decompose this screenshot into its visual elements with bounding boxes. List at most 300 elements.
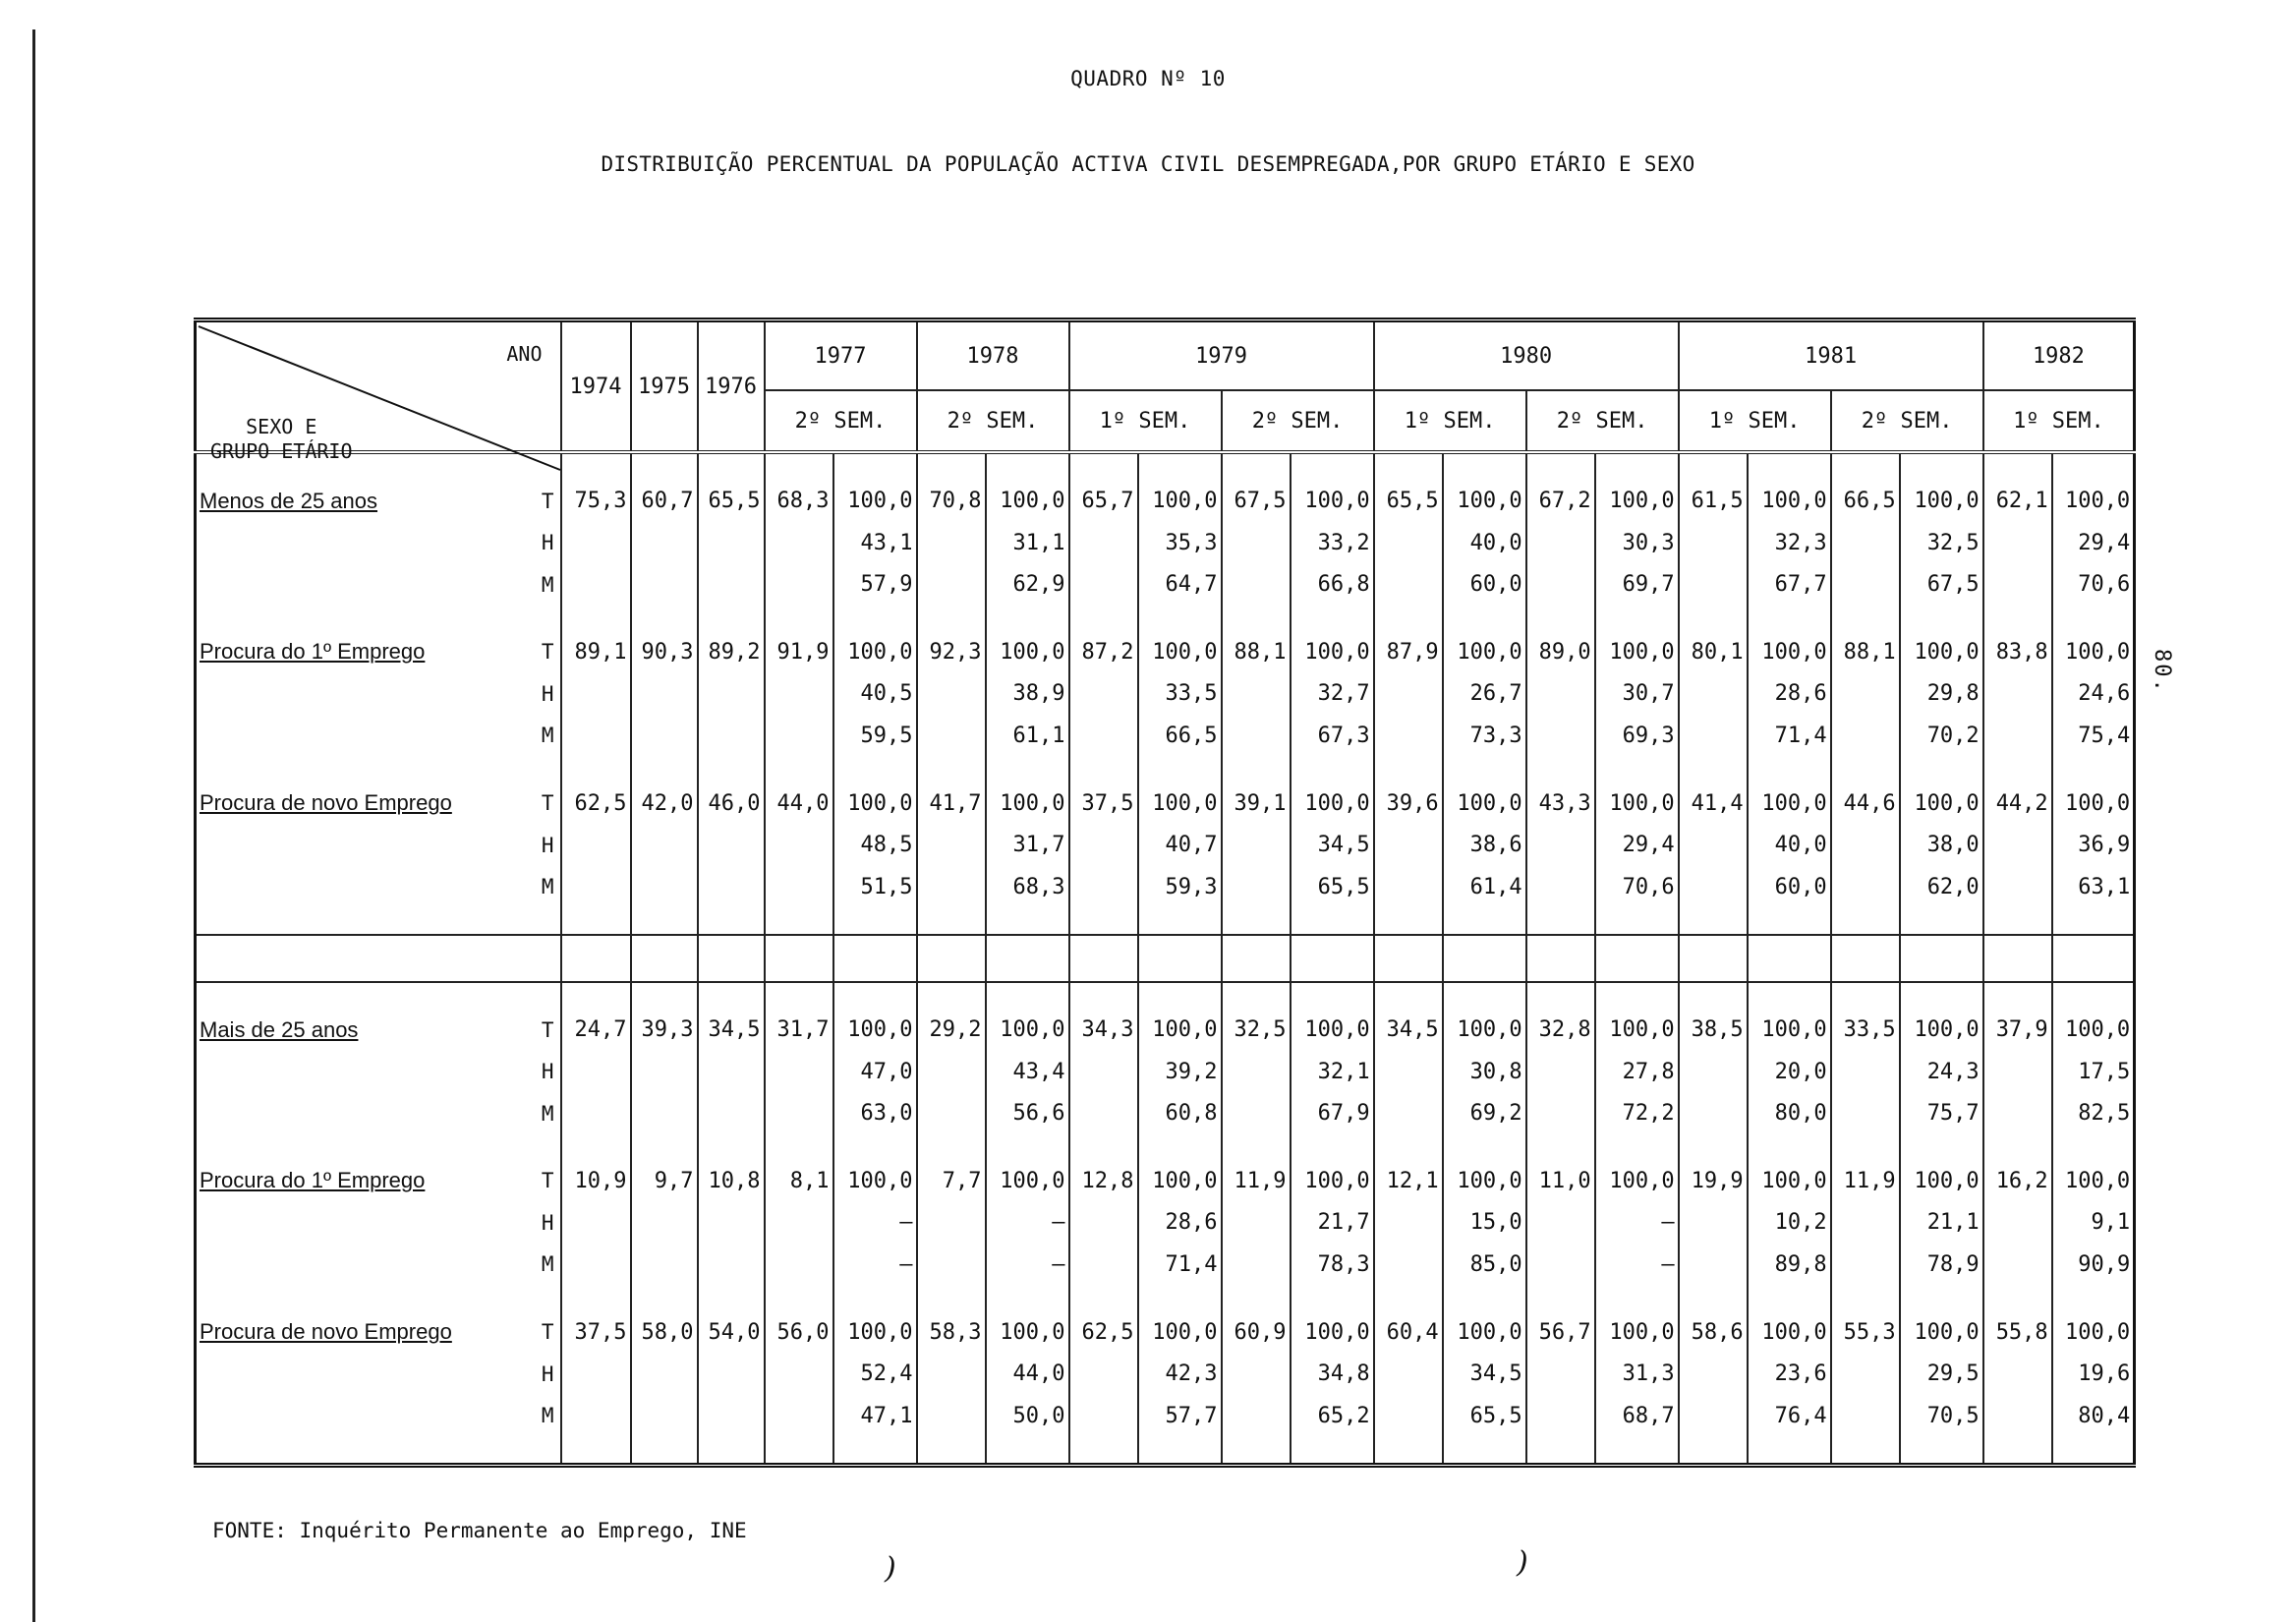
value-cell [1222, 673, 1291, 715]
value-cell: 11,9 [1222, 1160, 1291, 1201]
value-cell [1374, 1202, 1443, 1244]
value-cell [1374, 1244, 1443, 1285]
row-label [196, 1395, 561, 1436]
year-header: 1975 [631, 320, 698, 453]
value-cell: 100,0 [986, 1009, 1069, 1050]
value-cell: 100,0 [1291, 631, 1374, 672]
value-cell [631, 1244, 698, 1285]
value-cell [631, 1092, 698, 1133]
sex-code: T [541, 1169, 554, 1193]
row-label [196, 1311, 561, 1353]
row-label [196, 563, 561, 605]
value-cell [1526, 1244, 1595, 1285]
value-cell: 70,6 [1595, 866, 1679, 907]
value-cell [561, 673, 631, 715]
value-cell: 28,6 [1138, 1202, 1222, 1244]
group-label: Procura de novo Emprego [200, 1319, 452, 1345]
value-cell: 67,2 [1526, 480, 1595, 521]
value-cell [765, 1395, 833, 1436]
value-cell: 63,1 [2052, 866, 2135, 907]
value-cell: 57,9 [833, 563, 917, 605]
value-cell [1983, 522, 2052, 563]
value-cell: 32,3 [1748, 522, 1831, 563]
row-label [196, 715, 561, 756]
value-cell: 100,0 [1138, 782, 1222, 824]
value-cell: 29,8 [1900, 673, 1983, 715]
value-cell: 29,2 [917, 1009, 986, 1050]
value-cell [561, 1353, 631, 1394]
value-cell: 30,8 [1443, 1051, 1526, 1092]
value-cell [765, 522, 833, 563]
semester-header: 1º SEM. [1374, 390, 1526, 452]
value-cell [631, 1353, 698, 1394]
row-label [196, 1202, 561, 1244]
group-label: Mais de 25 anos [200, 1016, 359, 1042]
sex-code: M [541, 1252, 554, 1277]
value-cell [1679, 866, 1748, 907]
value-cell: 100,0 [1291, 1009, 1374, 1050]
value-cell [1831, 673, 1900, 715]
value-cell: 80,1 [1679, 631, 1748, 672]
value-cell: 89,8 [1748, 1244, 1831, 1285]
value-cell [698, 522, 765, 563]
value-cell: 100,0 [1595, 1160, 1679, 1201]
value-cell: 10,2 [1748, 1202, 1831, 1244]
value-cell: 100,0 [1748, 631, 1831, 672]
value-cell [1069, 673, 1138, 715]
value-cell [917, 715, 986, 756]
value-cell: 43,1 [833, 522, 917, 563]
value-cell [561, 1092, 631, 1133]
table-row [196, 1244, 2135, 1285]
value-cell [1222, 522, 1291, 563]
value-cell: 100,0 [1595, 782, 1679, 824]
value-cell [1679, 1244, 1748, 1285]
value-cell: 75,4 [2052, 715, 2135, 756]
value-cell: 41,7 [917, 782, 986, 824]
value-cell [765, 1244, 833, 1285]
value-cell [1983, 1092, 2052, 1133]
value-cell [1222, 1092, 1291, 1133]
value-cell: 100,0 [2052, 631, 2135, 672]
value-cell: 16,2 [1983, 1160, 2052, 1201]
value-cell: 23,6 [1748, 1353, 1831, 1394]
row-label [196, 1051, 561, 1092]
value-cell: 100,0 [1138, 1311, 1222, 1353]
value-cell: 78,3 [1291, 1244, 1374, 1285]
sex-code: H [541, 833, 554, 857]
value-cell: 59,5 [833, 715, 917, 756]
value-cell [917, 824, 986, 865]
value-cell [765, 866, 833, 907]
value-cell: 62,5 [561, 782, 631, 824]
value-cell [1374, 1353, 1443, 1394]
stray-parenthesis: ) [1517, 1545, 1528, 1580]
value-cell: 76,4 [1748, 1395, 1831, 1436]
value-cell: 44,6 [1831, 782, 1900, 824]
value-cell: 33,5 [1138, 673, 1222, 715]
value-cell [1069, 522, 1138, 563]
value-cell: 65,5 [1291, 866, 1374, 907]
year-header: 1978 [917, 320, 1069, 391]
value-cell: 100,0 [1900, 1009, 1983, 1050]
value-cell: 60,0 [1748, 866, 1831, 907]
value-cell: 100,0 [1748, 1009, 1831, 1050]
value-cell: 67,3 [1291, 715, 1374, 756]
value-cell: 54,0 [698, 1311, 765, 1353]
value-cell: 9,1 [2052, 1202, 2135, 1244]
value-cell [1374, 1051, 1443, 1092]
header-sexo-grupo: SEXO E GRUPO ETÁRIO [210, 415, 353, 463]
sex-code: H [541, 1210, 554, 1235]
row-label [196, 673, 561, 715]
value-cell: 30,3 [1595, 522, 1679, 563]
value-cell: 85,0 [1443, 1244, 1526, 1285]
table-row [196, 1395, 2135, 1436]
value-cell: 47,1 [833, 1395, 917, 1436]
value-cell [631, 715, 698, 756]
value-cell [1222, 1244, 1291, 1285]
value-cell: 100,0 [1443, 1311, 1526, 1353]
value-cell [631, 824, 698, 865]
value-cell [917, 673, 986, 715]
value-cell [561, 1395, 631, 1436]
value-cell: 10,9 [561, 1160, 631, 1201]
value-cell [631, 1395, 698, 1436]
value-cell: 58,3 [917, 1311, 986, 1353]
value-cell [561, 1051, 631, 1092]
value-cell [631, 1202, 698, 1244]
value-cell: 100,0 [1138, 1160, 1222, 1201]
value-cell [698, 1244, 765, 1285]
value-cell [1831, 715, 1900, 756]
group-label: Procura de novo Emprego [200, 790, 452, 816]
value-cell: 44,2 [1983, 782, 2052, 824]
value-cell: 100,0 [2052, 782, 2135, 824]
value-cell: 100,0 [986, 631, 1069, 672]
value-cell [1831, 1244, 1900, 1285]
value-cell [1983, 1051, 2052, 1092]
table-row [196, 631, 2135, 672]
value-cell [765, 824, 833, 865]
value-cell [1983, 866, 2052, 907]
value-cell: 100,0 [833, 1009, 917, 1050]
value-cell: 52,4 [833, 1353, 917, 1394]
value-cell: 58,0 [631, 1311, 698, 1353]
value-cell [1679, 673, 1748, 715]
value-cell [698, 866, 765, 907]
value-cell: 50,0 [986, 1395, 1069, 1436]
year-header: 1979 [1069, 320, 1374, 391]
value-cell [561, 1202, 631, 1244]
value-cell [765, 563, 833, 605]
value-cell: 65,7 [1069, 480, 1138, 521]
value-cell: 35,3 [1138, 522, 1222, 563]
row-label [196, 631, 561, 672]
value-cell [1679, 1395, 1748, 1436]
value-cell [1983, 1353, 2052, 1394]
value-cell [1526, 715, 1595, 756]
value-cell: 66,5 [1831, 480, 1900, 521]
group-label: Procura do 1º Emprego [200, 1168, 426, 1193]
value-cell [765, 1092, 833, 1133]
table-row [196, 824, 2135, 865]
value-cell: — [1595, 1202, 1679, 1244]
value-cell: 100,0 [1291, 480, 1374, 521]
value-cell [698, 1202, 765, 1244]
row-label [196, 824, 561, 865]
value-cell: 66,8 [1291, 563, 1374, 605]
value-cell [917, 866, 986, 907]
value-cell: 89,0 [1526, 631, 1595, 672]
value-cell: 12,8 [1069, 1160, 1138, 1201]
value-cell: 38,5 [1679, 1009, 1748, 1050]
value-cell: 34,5 [698, 1009, 765, 1050]
table-row [196, 1092, 2135, 1133]
value-cell: 70,5 [1900, 1395, 1983, 1436]
value-cell [765, 673, 833, 715]
table-subtitle: DISTRIBUIÇÃO PERCENTUAL DA POPULAÇÃO ACTIVA CIVIL DESEMPREGADA,POR GRUPO ETÁRIO E SEXO [601, 152, 1695, 176]
value-cell: — [1595, 1244, 1679, 1285]
value-cell [1679, 715, 1748, 756]
sex-code: M [541, 572, 554, 597]
value-cell: 100,0 [2052, 1311, 2135, 1353]
value-cell: 48,5 [833, 824, 917, 865]
value-cell [1831, 1353, 1900, 1394]
value-cell [561, 563, 631, 605]
value-cell: 56,6 [986, 1092, 1069, 1133]
value-cell [1983, 1395, 2052, 1436]
value-cell: 37,5 [561, 1311, 631, 1353]
value-cell [1222, 1202, 1291, 1244]
value-cell: 60,4 [1374, 1311, 1443, 1353]
value-cell [1831, 1202, 1900, 1244]
value-cell: 33,2 [1291, 522, 1374, 563]
value-cell: 40,5 [833, 673, 917, 715]
value-cell: 88,1 [1222, 631, 1291, 672]
value-cell [1069, 1202, 1138, 1244]
value-cell: 100,0 [1595, 480, 1679, 521]
value-cell: 87,2 [1069, 631, 1138, 672]
value-cell: 67,7 [1748, 563, 1831, 605]
value-cell: 100,0 [833, 480, 917, 521]
value-cell: 67,5 [1222, 480, 1291, 521]
value-cell [1374, 824, 1443, 865]
value-cell [1526, 563, 1595, 605]
value-cell: 39,1 [1222, 782, 1291, 824]
value-cell [698, 824, 765, 865]
value-cell: 72,2 [1595, 1092, 1679, 1133]
sex-code: T [541, 791, 554, 816]
value-cell [1831, 1395, 1900, 1436]
value-cell [698, 673, 765, 715]
spacer-row [196, 907, 2135, 934]
value-cell: 51,5 [833, 866, 917, 907]
value-cell: 75,3 [561, 480, 631, 521]
value-cell: 32,8 [1526, 1009, 1595, 1050]
value-cell [765, 1202, 833, 1244]
value-cell [1526, 824, 1595, 865]
value-cell [1679, 1202, 1748, 1244]
value-cell: 34,5 [1443, 1353, 1526, 1394]
value-cell: 100,0 [1900, 631, 1983, 672]
value-cell: 100,0 [1138, 1009, 1222, 1050]
value-cell: 36,9 [2052, 824, 2135, 865]
value-cell: 20,0 [1748, 1051, 1831, 1092]
value-cell: 58,6 [1679, 1311, 1748, 1353]
value-cell [1374, 673, 1443, 715]
value-cell: 100,0 [1595, 1009, 1679, 1050]
value-cell: 68,7 [1595, 1395, 1679, 1436]
value-cell: 44,0 [986, 1353, 1069, 1394]
value-cell [1069, 1244, 1138, 1285]
year-header: 1981 [1679, 320, 1983, 391]
table-row [196, 480, 2135, 521]
value-cell [1679, 824, 1748, 865]
value-cell: 27,8 [1595, 1051, 1679, 1092]
value-cell [1069, 824, 1138, 865]
value-cell [1222, 563, 1291, 605]
sex-code: T [541, 489, 554, 513]
value-cell: 100,0 [1443, 480, 1526, 521]
value-cell: 65,5 [1443, 1395, 1526, 1436]
value-cell [1374, 563, 1443, 605]
table-row [196, 1009, 2135, 1050]
header-ano: ANO [506, 342, 543, 366]
stray-parenthesis: ) [885, 1551, 896, 1586]
value-cell: 100,0 [1443, 1160, 1526, 1201]
value-cell: 100,0 [1595, 1311, 1679, 1353]
value-cell: 69,2 [1443, 1092, 1526, 1133]
value-cell [1069, 866, 1138, 907]
value-cell: 32,5 [1222, 1009, 1291, 1050]
value-cell [917, 1395, 986, 1436]
value-cell: 65,2 [1291, 1395, 1374, 1436]
row-label [196, 1244, 561, 1285]
spacer-row [196, 1436, 2135, 1465]
value-cell [698, 715, 765, 756]
value-cell: 42,0 [631, 782, 698, 824]
value-cell: 100,0 [1900, 1160, 1983, 1201]
value-cell [1069, 715, 1138, 756]
value-cell: 43,3 [1526, 782, 1595, 824]
value-cell: 91,9 [765, 631, 833, 672]
value-cell: 69,3 [1595, 715, 1679, 756]
value-cell: 100,0 [986, 1311, 1069, 1353]
value-cell: 24,6 [2052, 673, 2135, 715]
row-label [196, 1092, 561, 1133]
value-cell: 100,0 [1291, 1160, 1374, 1201]
sex-code: M [541, 875, 554, 899]
semester-header: 1º SEM. [1679, 390, 1831, 452]
value-cell [1831, 1051, 1900, 1092]
value-cell: 71,4 [1748, 715, 1831, 756]
value-cell [1069, 1092, 1138, 1133]
sex-code: H [541, 681, 554, 706]
value-cell: 34,5 [1374, 1009, 1443, 1050]
value-cell: 62,5 [1069, 1311, 1138, 1353]
value-cell: 55,3 [1831, 1311, 1900, 1353]
value-cell [1679, 522, 1748, 563]
value-cell: 62,0 [1900, 866, 1983, 907]
value-cell: 31,1 [986, 522, 1069, 563]
value-cell [1679, 1353, 1748, 1394]
value-cell [1526, 1395, 1595, 1436]
year-header: 1982 [1983, 320, 2135, 391]
value-cell [1983, 1244, 2052, 1285]
value-cell: 100,0 [2052, 480, 2135, 521]
value-cell: 47,0 [833, 1051, 917, 1092]
value-cell: 38,6 [1443, 824, 1526, 865]
value-cell: 37,5 [1069, 782, 1138, 824]
value-cell: 59,3 [1138, 866, 1222, 907]
value-cell: 29,5 [1900, 1353, 1983, 1394]
value-cell [917, 1051, 986, 1092]
value-cell: 34,3 [1069, 1009, 1138, 1050]
value-cell [1374, 866, 1443, 907]
value-cell [1831, 866, 1900, 907]
value-cell: 65,5 [1374, 480, 1443, 521]
table-row [196, 1311, 2135, 1353]
value-cell [1222, 715, 1291, 756]
section-separator-row [196, 935, 2135, 983]
value-cell [1679, 1092, 1748, 1133]
value-cell: 92,3 [917, 631, 986, 672]
value-cell [698, 1353, 765, 1394]
value-cell: 7,7 [917, 1160, 986, 1201]
sex-code: T [541, 640, 554, 665]
value-cell: 90,9 [2052, 1244, 2135, 1285]
table-row [196, 1051, 2135, 1092]
value-cell [917, 522, 986, 563]
value-cell [1222, 1353, 1291, 1394]
value-cell [631, 673, 698, 715]
value-cell [1831, 563, 1900, 605]
value-cell: 100,0 [1748, 1311, 1831, 1353]
year-header: 1974 [561, 320, 631, 453]
sex-code: M [541, 1101, 554, 1126]
value-cell: 73,3 [1443, 715, 1526, 756]
table-row [196, 715, 2135, 756]
value-cell: 32,5 [1900, 522, 1983, 563]
value-cell: 100,0 [1138, 631, 1222, 672]
sex-code: H [541, 1060, 554, 1084]
value-cell: 60,0 [1443, 563, 1526, 605]
value-cell [561, 1244, 631, 1285]
value-cell [1526, 522, 1595, 563]
sex-code: M [541, 724, 554, 748]
value-cell [698, 1092, 765, 1133]
value-cell: 70,8 [917, 480, 986, 521]
value-cell: 75,7 [1900, 1092, 1983, 1133]
value-cell: 12,1 [1374, 1160, 1443, 1201]
table-row [196, 1353, 2135, 1394]
value-cell: 78,9 [1900, 1244, 1983, 1285]
value-cell [1222, 1395, 1291, 1436]
value-cell: 11,0 [1526, 1160, 1595, 1201]
value-cell: 89,2 [698, 631, 765, 672]
value-cell: 82,5 [2052, 1092, 2135, 1133]
value-cell: 100,0 [1900, 1311, 1983, 1353]
value-cell: 61,5 [1679, 480, 1748, 521]
value-cell [1831, 824, 1900, 865]
row-label [196, 1009, 561, 1050]
value-cell: 10,8 [698, 1160, 765, 1201]
row-label [196, 522, 561, 563]
spacer-row [196, 1134, 2135, 1160]
sex-code: M [541, 1404, 554, 1428]
value-cell: 29,4 [2052, 522, 2135, 563]
